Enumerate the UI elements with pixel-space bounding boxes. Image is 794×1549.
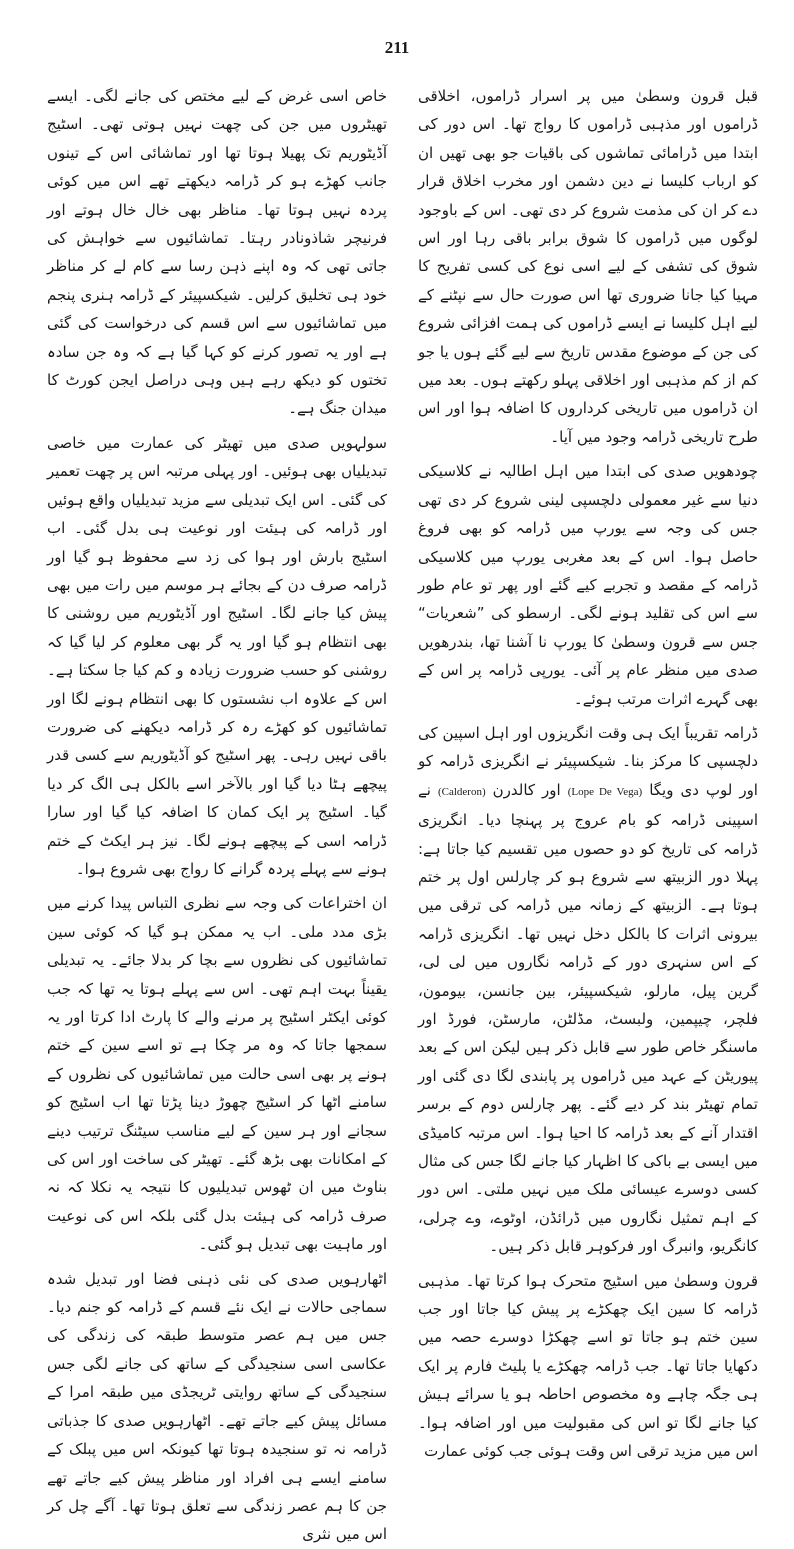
paragraph-open-air-theatres: خاص اسی غرض کے لیے مختص کی جانے لگی۔ ایسے تھیٹروں میں جن کی چھت نہیں ہوتی تھی۔ اسٹیج آڈیٹوریم تک پھیلا ہوتا تھا اور تماشائی اس کے تینوں جانب کھڑے ہو کر ڈرامہ دیکھتے تھے اس میں کوئی پردہ نہیں ہوتا تھا۔ مناظر بھی خال خال ہوتے اور فرنیچر شاذونادر رہتا۔ تماشائیوں سے خواہش کی جاتی تھی کہ وہ اپنے ذہن رسا سے کام لے کر مناظر خود ہی تخلیق کرلیں۔ شیکسپیئر کے ڈرامہ ہنری پنجم میں تماشائیوں سے اس قسم کی درخواست کی گئی ہے اور یہ تصور کرنے کو کہا گیا ہے کہ وہ جن سادہ تختوں کو دیکھ رہے ہیں وہی دراصل ایجن کورٹ کا میدان جنگ ہے۔ [47, 87, 387, 418]
paragraph-text: ڈرامہ تقریباً ایک ہی وقت انگریزوں اور اہل اسپین کی دلچسپی کا مرکز بنا۔ شیکسپیئر نے انگریزی ڈرامہ کو اور لوپ دی ویگا [418, 723, 758, 799]
text-column-left [47, 82, 387, 1544]
paragraph-text: اور کالدرن [492, 780, 561, 799]
paragraph-moving-stage: قرون وسطیٰ میں اسٹیج متحرک ہوا کرتا تھا۔ مذہبی ڈرامہ کا سین ایک چھکڑے پر پیش کیا جاتا اور جب سین ختم ہو جاتا تو اسے چھکڑا دوسرے حصہ میں دکھایا جاتا تھا۔ جب ڈرامہ چھکڑے یا پلیٹ فارم پر ایک ہی جگہ چاہے وہ مخصوص احاطہ ہو یا سرائے ہیش کیا جانے لگا تو اس کی مقبولیت میں اور اضافہ ہوا۔ اس میں مزید ترقی اس وقت ہوئی جب کوئی عمارت [418, 1271, 758, 1461]
paragraph-text: نے اسپینی ڈرامہ کو بام عروج پر پہنچا دیا۔ انگریزی ڈرامہ کی تاریخ کو دو حصوں میں تقسیم کیا جاتا ہے: پہلا دور الزبیتھ سے شروع ہو کر چارلس اول پر ختم ہوتا ہے۔ الزبیتھ کے زمانہ میں ڈرامہ کی ترقی میں بیرونی اثرات کا بالکل دخل نہیں تھا۔ انگریزی ڈرامہ کے اس سنہری دور کے ڈرامہ نگاروں میں لی لی، گرین پیل، مارلو، شیکسپیئر، بین جانسن، بیومون، فلچر، چیپمین، ولبسٹ، مڈلٹن، مارسٹن، فورڈ اور ماسنگر خاص طور سے قابل ذکر ہیں لیکن اس کے بعد پیوریٹن کے عہد میں ڈراموں پر پابندی لگا دی گئی اور تمام تھیٹر بند کر دیے گئے۔ پھر چارلس دوم کے برسر اقتدار آنے کے بعد ڈرامہ کا احیا ہوا۔ اس مرتبہ کامیڈی میں ایسی بے باکی کا اظہار کیا جانے لگا جس کی مثال کسی دوسرے عیسائی ملک میں نہیں ملتی۔ اس دور کے اہم تمثیل نگاروں میں ڈرائڈن، اوٹوے، وے چرلی، کانگریو، وانبرگ اور فرکوہر قابل ذکر ہیں۔ [418, 780, 758, 1256]
paragraph-english-spanish-drama [418, 719, 758, 1261]
paragraph-medieval-drama: قبل قرون وسطیٰ میں پر اسرار ڈراموں، اخلاقی ڈراموں اور مذہبی ڈراموں کا رواج تھا۔ اس دور کی ابتدا میں ڈرامائی تماشوں کی باقیات جو بھی تھیں ان کو ارباب کلیسا نے دین دشمن اور مخرب اخلاق قرار دے کر ان کی مذمت شروع کر دی تھی۔ اس کے باوجود لوگوں میں ڈراموں کا شوق برابر باقی رہا اور اس شوق کی تشفی کے لیے اسی نوع کی کسی تفریح کا مہیا کیا جانا ضروری تھا اس صورت حال سے نپٹنے کے لیے اہل کلیسا نے ایسے ڈراموں کی ہمت افزائی شروع کی جن کے موضوع مقدس تاریخ سے لیے گئے ہوں یا جو کم از کم مذہبی اور اخلاقی پہلو رکھتے ہوں۔ بعد میں ان ڈراموں میں تاریخی کرداروں کا اضافہ ہوا اور اس طرح تاریخی ڈرامہ وجود میں آیا۔ [418, 87, 758, 446]
latin-name-calderon: (Calderon) [437, 785, 486, 798]
paragraph-eighteenth-century: اٹھارہویں صدی کی نئی ذہنی فضا اور تبدیل شدہ سماجی حالات نے ایک نئے قسم کے ڈرامہ کو جنم دیا۔ جس میں ہم عصر متوسط طبقہ کی زندگی کی عکاسی اسی سنجیدگی کے ساتھ کی جانے لگی جس سنجیدگی کے ساتھ روایتی ٹریجڈی میں طبقہ امرا کے مسائل پیش کیے جاتے تھے۔ اٹھارہویں صدی کا جذباتی ڈرامہ نہ تو سنجیدہ ہوتا تھا کیونکہ اس میں پبلک کے سامنے ایسے ہی افراد اور مناظر پیش کیے جاتے تھے جن کا ہم عصر زندگی سے تعلق ہوتا تھا۔ آگے چل کر اس میں نثری [47, 1269, 387, 1544]
text-column-right [418, 82, 758, 1461]
latin-name-lope-de-vega: (Lope De Vega) [567, 785, 643, 798]
paragraph-inventions: ان اختراعات کی وجہ سے نظری التباس پیدا کرنے میں بڑی مدد ملی۔ اب یہ ممکن ہو گیا کہ کوئی سین تماشائیوں کی نظروں سے بچا کر بدلا جائے۔ یہ تبدیلی یقیناً بہت اہم تھی۔ اس سے پہلے ہوتا یہ تھا کہ جب کوئی ایکٹر اسٹیج پر مرنے والے کا پارٹ ادا کرتا اور یہ سمجھا جاتا کہ وہ مر چکا ہے تو اسے سین کے ختم ہونے پر بھی اسی حالت میں تماشائیوں کی نظروں کے سامنے اٹھا کر اسٹیج چھوڑ دینا پڑتا تھا اب اسٹیج کو سجانے اور ہر سین کے لیے مناسب سیٹنگ ترتیب دینے کے امکانات بھی بڑھ گئے۔ تھیٹر کی ساخت اور اس کی بناوٹ میں ان ٹھوس تبدیلیوں کا نتیجہ یہ نکلا کہ نہ صرف ڈرامہ کی ہیئت بدل گئی بلکہ اس کی نوعیت اور ماہیت بھی تبدیل ہو گئی۔ [47, 894, 387, 1254]
page-number: 211 [384, 38, 410, 57]
paragraph-italian-renaissance: چودھویں صدی کی ابتدا میں اہل اطالیہ نے کلاسیکی دنیا سے غیر معمولی دلچسپی لینی شروع کر دی تھی جس کی وجہ سے یورپ میں ڈرامہ کو بھی فروغ حاصل ہوا۔ اس کے بعد مغربی یورپ میں کلاسیکی ڈرامہ کے مقصد و تجربے کیے گئے اور پھر تو عام طور سے اس کی تقلید ہونے لگی۔ ارسطو کی ”شعریات“ جس سے قرون وسطیٰ کا یورپ نا آشنا تھا، بندرھویں صدی میں منظر عام پر آئی۔ یورپی ڈرامہ پر اس کے بھی گہرے اثرات مرتب ہوئے۔ [418, 462, 758, 708]
paragraph-sixteenth-century: سولہویں صدی میں تھیٹر کی عمارت میں خاصی تبدیلیاں بھی ہوئیں۔ اور پہلی مرتبہ اس پر چھت تعمیر کی گئی۔ اس ایک تبدیلی سے مزید تبدیلیاں واقع ہوئیں اور ڈرامہ کی ہیئت اور نوعیت ہی بدل گئی۔ اب اسٹیج بارش اور ہوا کی زد سے محفوظ ہو گیا اور ڈرامہ صرف دن کے بجائے ہر موسم میں رات میں بھی پیش کیا جانے لگا۔ اسٹیج اور آڈیٹوریم میں روشنی کا بھی انتظام ہو گیا اور یہ گر بھی معلوم کر لیا گیا کہ روشنی کو حسب ضرورت زیادہ و کم کیا جا سکتا ہے۔ اس کے علاوہ اب نشستوں کا بھی انتظام ہونے لگا اور تماشائیوں کو کھڑے رہ کر ڈرامہ دیکھنے کی ضرورت باقی نہیں رہی۔ پھر اسٹیج کو آڈیٹوریم سے کسی قدر پیچھے ہٹا دیا گیا اور بالآخر اسے بالکل ہی الگ کر دیا گیا۔ اسٹیج پر ایک کمان کا اضافہ کیا گیا اور سارا ڈرامہ اسی کے پیچھے ہونے لگا۔ نیز ہر ایکٹ کے ختم ہونے سے پہلے پردہ گرانے کا رواج بھی شروع ہوا۔ [47, 433, 387, 878]
